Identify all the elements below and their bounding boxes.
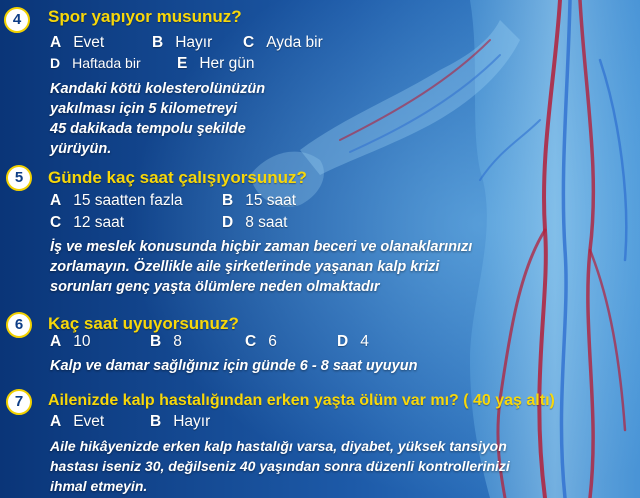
option-text: Hayır [173, 413, 211, 430]
option-text: 15 saat [245, 192, 297, 209]
advice-line: yakılması için 5 kilometreyi [50, 101, 237, 117]
option-key: A [50, 413, 62, 430]
question-text: Spor yapıyor musunuz? [48, 7, 242, 26]
advice-line: zorlamayın. Özellikle aile şirketlerinde yaşanan kalp krizi [50, 259, 440, 275]
option-key: B [150, 333, 162, 350]
question-number-badge: 6 [6, 312, 32, 338]
option-c [50, 214, 124, 232]
option-key: A [50, 333, 62, 350]
option-key: D [222, 214, 234, 231]
option-e [177, 55, 255, 73]
advice-text [50, 436, 510, 496]
option-text: Her gün [199, 55, 255, 72]
option-text: Evet [73, 413, 105, 430]
option-key: C [243, 34, 255, 51]
option-d [337, 333, 369, 351]
option-b [152, 34, 212, 52]
advice-line: Aile hikâyenizde erken kalp hastalığı varsa, diyabet, yüksek tansiyon [50, 438, 507, 454]
option-text: 8 [173, 333, 182, 350]
advice-line: Kalp ve damar sağlığınız için günde 6 - 8 saat uyuyun [50, 358, 418, 374]
option-text: 10 [73, 333, 91, 350]
question-text: Ailenizde kalp hastalığından erken yaşta ölüm var mı? ( 40 yaş altı) [48, 392, 555, 409]
advice-line: İş ve meslek konusunda hiçbir zaman beceri ve olanaklarınızı [50, 239, 473, 255]
advice-text [50, 79, 265, 159]
option-c [243, 34, 323, 52]
option-text: 4 [360, 333, 369, 350]
option-key: B [150, 413, 162, 430]
option-key: D [337, 333, 349, 350]
advice-line: ihmal etmeyin. [50, 478, 148, 494]
option-key: A [50, 34, 62, 51]
advice-line: Kandaki kötü kolesterolünüzün [50, 81, 266, 97]
option-text: 6 [268, 333, 277, 350]
option-a [50, 34, 104, 52]
option-text: 15 saatten fazla [73, 192, 183, 209]
option-c [245, 333, 277, 351]
option-b [150, 333, 182, 351]
option-a [50, 333, 90, 351]
option-text: Haftada bir [72, 55, 141, 71]
option-text: 12 saat [73, 214, 125, 231]
option-text: 8 saat [245, 214, 288, 231]
option-a [50, 192, 183, 210]
option-key: C [50, 214, 62, 231]
option-d [222, 214, 287, 232]
option-key: E [177, 55, 188, 72]
option-key: B [222, 192, 234, 209]
advice-line: hastası iseniz 30, değilseniz 40 yaşından sonra düzenli kontrollerinizi [50, 458, 510, 474]
question-number-badge: 5 [6, 165, 32, 191]
question-number-badge: 7 [6, 389, 32, 415]
option-text: Ayda bir [266, 34, 323, 51]
option-b [150, 413, 210, 431]
question-text: Kaç saat uyuyorsunuz? [48, 314, 239, 333]
option-text: Evet [73, 34, 105, 51]
advice-line: yürüyün. [50, 141, 112, 157]
option-d [50, 55, 141, 71]
advice-line: sorunları genç yaşta ölümlere neden olmaktadır [50, 279, 380, 295]
advice-line: 45 dakikada tempolu şekilde [50, 121, 246, 137]
option-b [222, 192, 296, 210]
question-text: Günde kaç saat çalışıyorsunuz? [48, 168, 307, 187]
option-key: A [50, 192, 62, 209]
advice-text [50, 356, 417, 376]
question-number-badge: 4 [4, 7, 30, 33]
advice-text [50, 237, 472, 297]
option-a [50, 413, 104, 431]
option-key: C [245, 333, 257, 350]
option-key: B [152, 34, 164, 51]
option-key: D [50, 55, 61, 71]
option-text: Hayır [175, 34, 213, 51]
